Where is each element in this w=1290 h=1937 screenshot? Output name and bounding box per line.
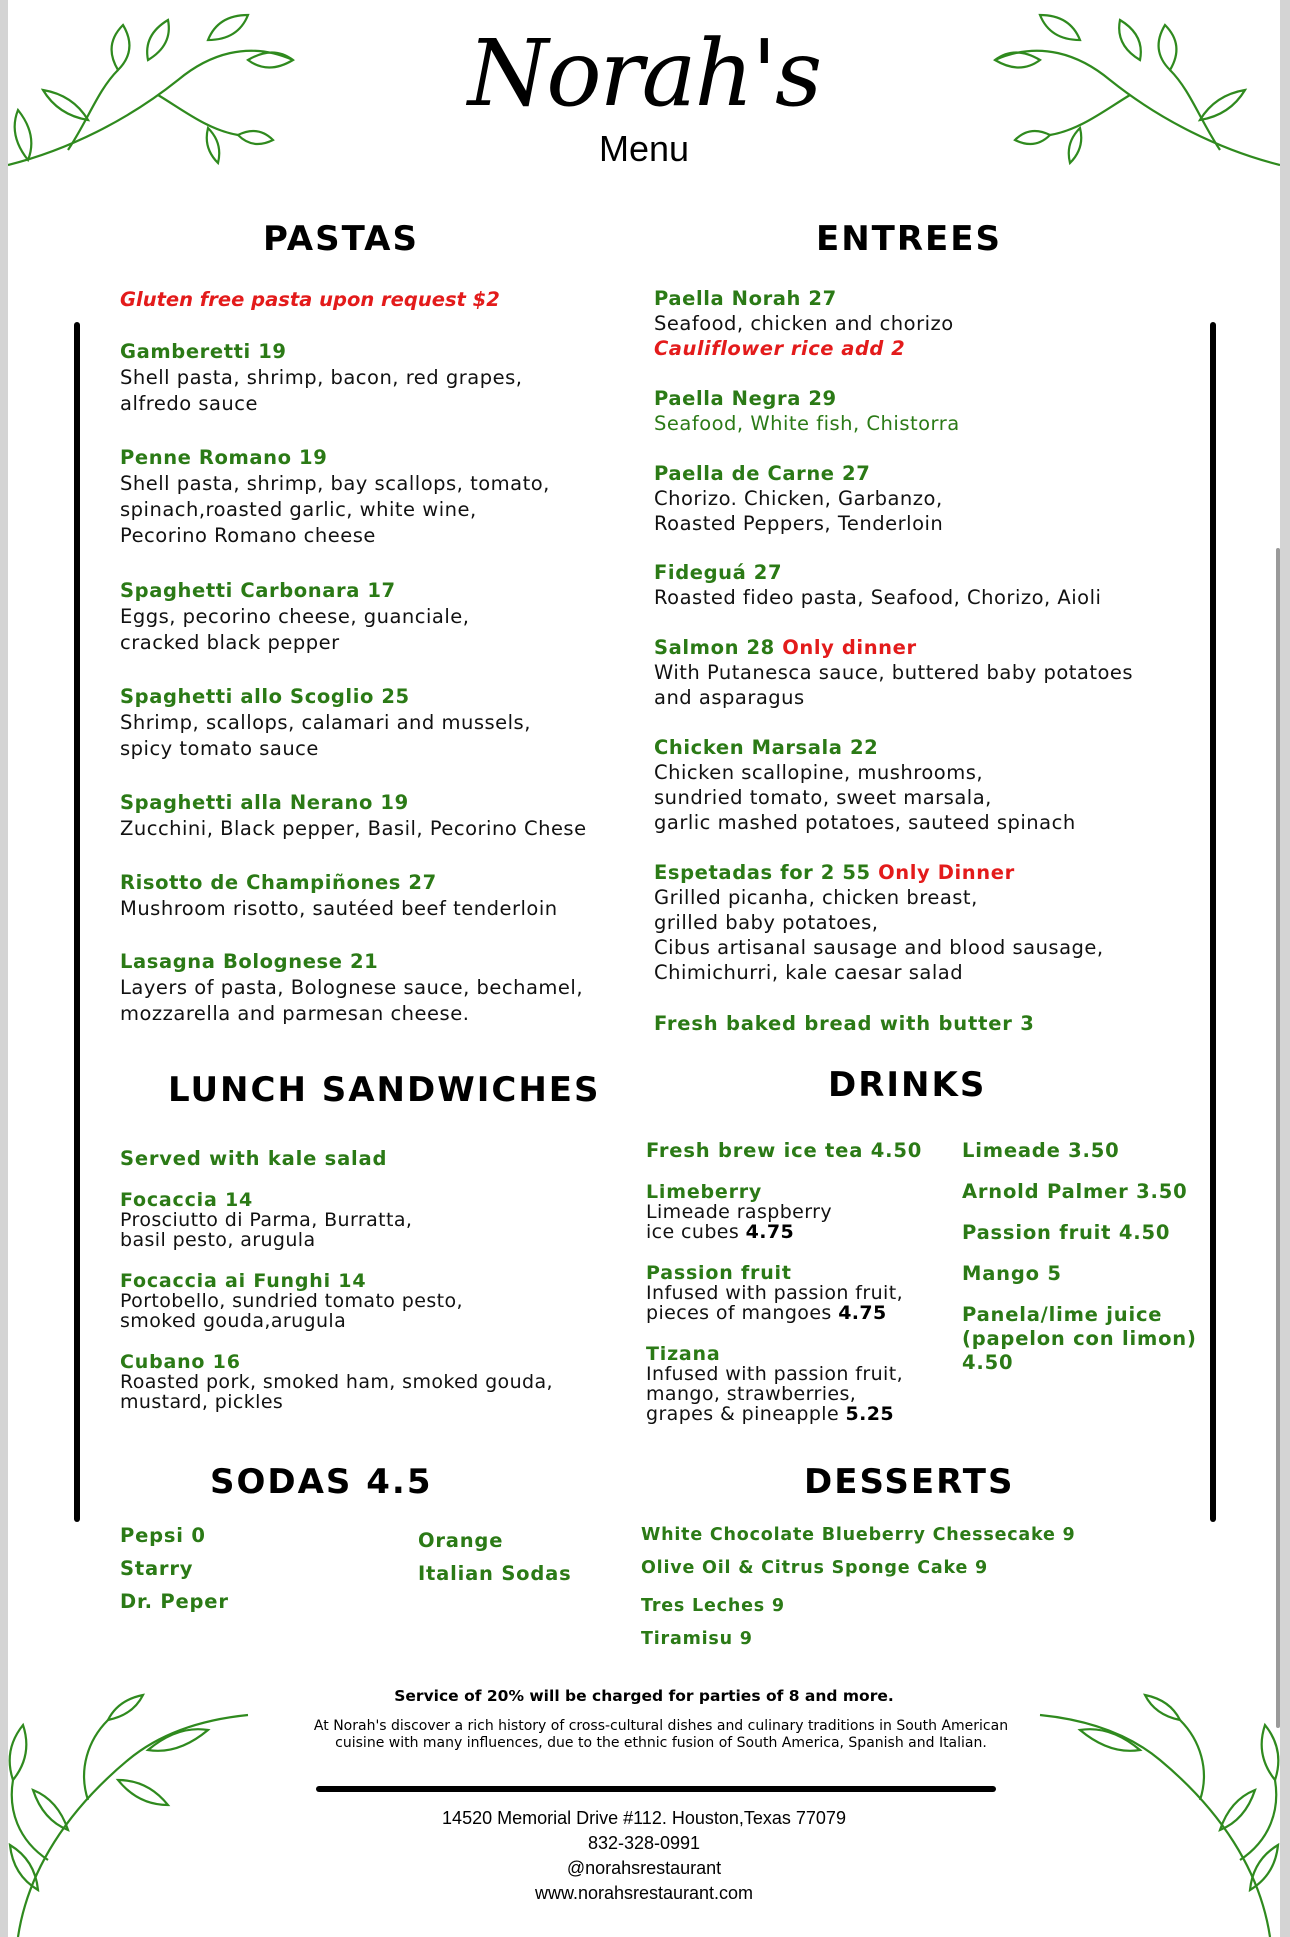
drink-title: Tizana [646,1343,721,1365]
about-text: At Norah's discover a rich history of cross-cultural dishes and culinary traditions in South American cuisine with many influences, due to the ethnic fusion of South America, Spanish and Italian. [313,1718,1009,1751]
lunch-heading: LUNCH SANDWICHES [168,1070,601,1110]
drink-desc: Infused with passion fruit, pieces of mangoes [646,1282,904,1324]
desserts-heading: DESSERTS [804,1462,1015,1502]
sandwich-title: Cubano 16 [120,1351,241,1373]
kale-salad-note: Served with kale salad [120,1147,388,1170]
drink-right-item: Arnold Palmer 3.50 [962,1180,1188,1203]
entrees-heading: ENTREES [816,219,1002,259]
entree-item [654,560,1101,610]
entree-item [654,860,1104,985]
address: 14520 Memorial Drive #112. Houston,Texas 77079 [442,1808,846,1828]
entree-item [654,635,1133,710]
entree-title: Chicken Marsala 22 [654,736,879,759]
drink-desc: Infused with passion fruit, mango, strawberries, grapes & pineapple [646,1363,904,1425]
dessert-item: White Chocolate Blueberry Chessecake 9 [641,1525,1076,1545]
sodas-heading: SODAS 4.5 [210,1462,433,1502]
drinks-heading: DRINKS [828,1065,987,1105]
drink-item [646,1344,903,1424]
menu-page [8,0,1280,1937]
sandwich-item [120,1271,463,1331]
pasta-title: Lasagna Bolognese 21 [120,950,379,973]
pasta-title: Spaghetti allo Scoglio 25 [120,685,410,708]
soda-item: Dr. Peper [120,1590,229,1613]
drink-right-item: Mango 5 [962,1262,1062,1285]
pasta-item [120,870,558,922]
pasta-desc: Mushroom risotto, sautéed beef tenderloin [120,897,558,920]
bread-item: Fresh baked bread with butter 3 [654,1012,1035,1035]
brand-logo: Norah's [467,20,821,127]
entree-title: Salmon 28 [654,636,775,659]
social-handle: @norahsrestaurant [566,1858,722,1878]
phone: 832-328-0991 [587,1833,701,1853]
entree-title: Paella Negra 29 [654,387,837,410]
entree-title: Paella Norah 27 [654,287,837,310]
entree-desc: Chorizo. Chicken, Garbanzo, Roasted Peppers, Tenderloin [654,487,944,535]
drink-panela: Panela/lime juice (papelon con limon) 4.50 [962,1303,1197,1374]
soda-item: Starry [120,1557,194,1580]
dessert-item: Tres Leches 9 [641,1596,785,1616]
sandwich-title: Focaccia ai Funghi 14 [120,1270,367,1292]
sandwich-item [120,1352,553,1412]
gluten-free-note: Gluten free pasta upon request $2 [120,288,500,311]
pasta-desc: Layers of pasta, Bolognese sauce, bechamel, mozzarella and parmesan cheese. [120,976,584,1025]
pasta-item [120,684,531,762]
sandwich-title: Focaccia 14 [120,1189,254,1211]
drink-item [646,1182,832,1242]
dessert-item: Tiramisu 9 [641,1629,753,1649]
pastas-heading: PASTAS [263,219,419,259]
pasta-desc: Shell pasta, shrimp, bay scallops, tomato, spinach,roasted garlic, white wine, Pecorino Romano cheese [120,472,550,547]
pasta-item [120,949,583,1027]
pasta-title: Gamberetti 19 [120,340,287,363]
dinner-only-note: Only dinner [782,636,917,659]
pasta-title: Spaghetti Carbonara 17 [120,579,396,602]
entree-desc: Seafood, chicken and chorizo [654,312,954,335]
dessert-item: Olive Oil & Citrus Sponge Cake 9 [641,1558,989,1578]
sandwich-desc: Prosciutto di Parma, Burratta, basil pesto, arugula [120,1209,413,1251]
pasta-item [120,578,469,656]
soda-item: Italian Sodas [418,1562,572,1585]
website: www.norahsrestaurant.com [534,1883,754,1903]
soda-item: Orange [418,1529,504,1552]
pasta-desc: Eggs, pecorino cheese, guanciale, cracked black pepper [120,605,470,654]
pasta-item [120,790,587,842]
entree-title: Fideguá 27 [654,561,783,584]
entree-title: Espetadas for 2 55 [654,861,871,884]
pasta-item [120,445,550,549]
entree-desc: With Putanesca sauce, buttered baby potatoes and asparagus [654,661,1134,709]
pasta-desc: Zucchini, Black pepper, Basil, Pecorino Chese [120,817,587,840]
footer-divider [316,1786,996,1792]
pasta-desc: Shrimp, scallops, calamari and mussels, spicy tomato sauce [120,711,531,760]
scrollbar-thumb[interactable] [1276,548,1280,1728]
entree-item [654,286,954,361]
left-divider-bar [74,322,80,1522]
entree-desc: Seafood, White fish, Chistorra [654,412,960,435]
drink-title: Limeberry [646,1181,763,1203]
drink-ice-tea: Fresh brew ice tea 4.50 [646,1139,923,1162]
service-charge-note: Service of 20% will be charged for parties of 8 and more. [394,1687,894,1705]
dinner-only-note: Only Dinner [878,861,1015,884]
drink-price: 4.75 [838,1302,887,1324]
entree-item [654,735,1076,835]
entree-desc: Chicken scallopine, mushrooms, sundried tomato, sweet marsala, garlic mashed potatoes, sauteed spinach [654,761,1076,834]
entree-desc: Grilled picanha, chicken breast, grilled baby potatoes, Cibus artisanal sausage and blood sausage, Chimichurri, kale caesar salad [654,886,1104,984]
right-divider-bar [1210,322,1216,1522]
pasta-title: Risotto de Champiñones 27 [120,871,437,894]
entree-desc: Roasted fideo pasta, Seafood, Chorizo, Aioli [654,586,1102,609]
pasta-title: Spaghetti alla Nerano 19 [120,791,409,814]
pasta-desc: Shell pasta, shrimp, bacon, red grapes, alfredo sauce [120,366,523,415]
drink-price: 4.75 [745,1221,795,1243]
drink-title: Passion fruit [646,1262,792,1284]
menu-subtitle: Menu [598,128,690,169]
soda-item: Pepsi 0 [120,1524,206,1547]
sandwich-desc: Portobello, sundried tomato pesto, smoked gouda,arugula [120,1290,463,1332]
sandwich-item [120,1190,412,1250]
pasta-title: Penne Romano 19 [120,446,328,469]
entree-extra: Cauliflower rice add 2 [654,337,906,360]
drink-desc: Limeade raspberry ice cubes [646,1201,832,1243]
entree-item [654,461,943,536]
drink-right-item: Limeade 3.50 [962,1139,1120,1162]
sandwich-desc: Roasted pork, smoked ham, smoked gouda, mustard, pickles [120,1371,553,1413]
drink-price: 5.25 [845,1403,894,1425]
entree-item [654,386,960,436]
drink-item [646,1263,903,1323]
drink-right-item: Passion fruit 4.50 [962,1221,1171,1244]
entree-title: Paella de Carne 27 [654,462,871,485]
pasta-item [120,339,522,417]
